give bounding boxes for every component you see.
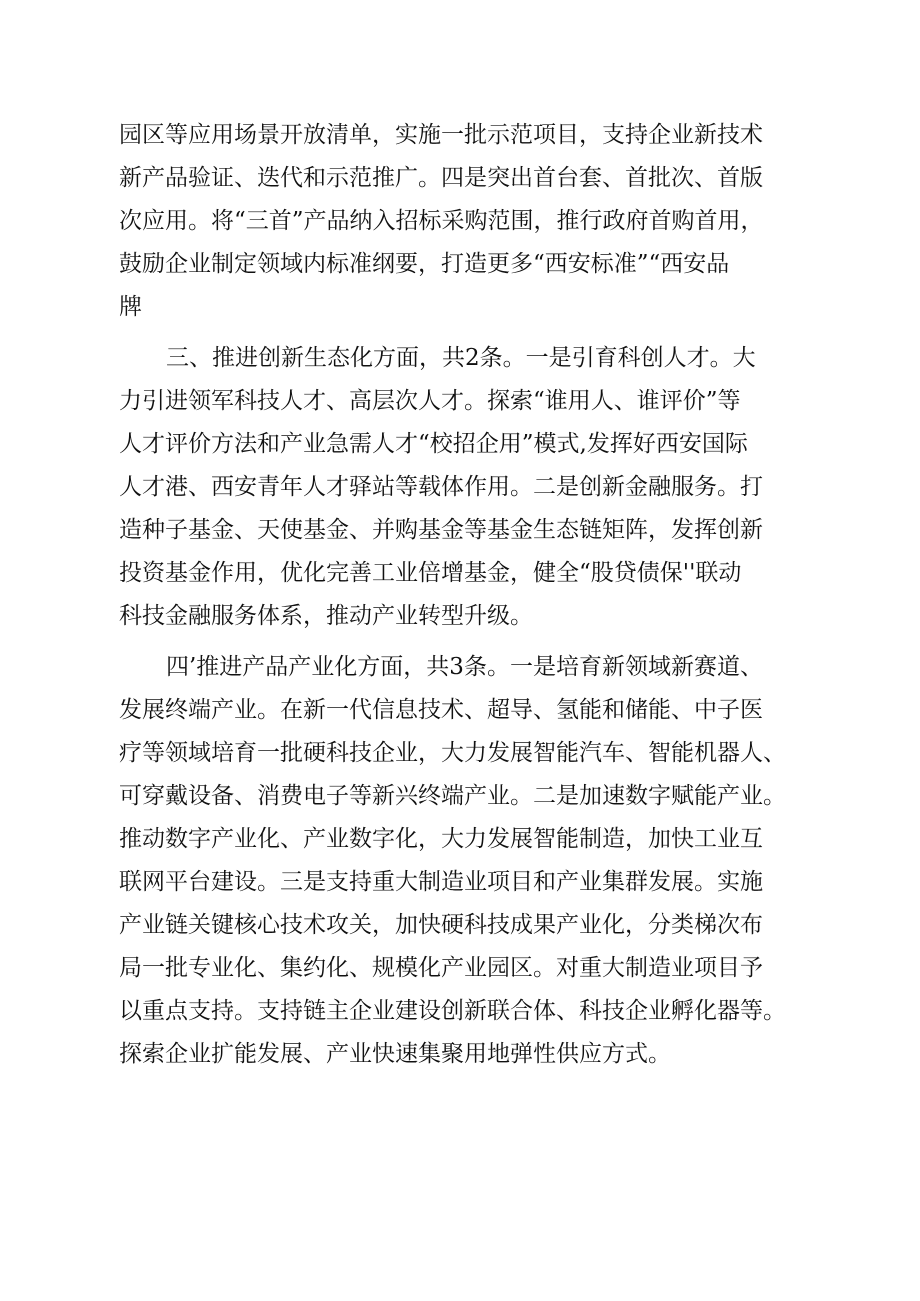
text-line: 牌 <box>119 294 142 320</box>
text-line: 人才评价方法和产业急需人才“校招企用”模式,发挥好西安国际 <box>119 431 748 457</box>
text-line: 推动数字产业化、产业数字化，大力发展智能制造，加快工业互 <box>119 826 763 852</box>
text-line: 投资基金作用，优化完善工业倍增基金，健全“股贷债保''联动 <box>119 560 742 586</box>
text-line: 科技金融服务体系，推动产业转型升级。 <box>119 603 533 629</box>
text-line: 探索企业扩能发展、产业快速集聚用地弹性供应方式。 <box>119 1041 671 1067</box>
text-line: 局一批专业化、集约化、规模化产业园区。对重大制造业项目予 <box>119 955 763 981</box>
text-line: 可穿戴设备、消费电子等新兴终端产业。二是加速数字赋能产业。 <box>119 783 786 809</box>
paragraph-1 <box>119 114 831 329</box>
text-line: 园区等应用场景开放清单，实施一批示范项目，支持企业新技术 <box>119 122 763 148</box>
text-line: 人才港、西安青年人才驿站等载体作用。二是创新金融服务。打 <box>119 474 763 500</box>
paragraph-spacer <box>119 638 831 646</box>
paragraph-2 <box>119 337 831 638</box>
text-line: 力引进领军科技人才、高层次人才。探索“谁用人、谁评价”等 <box>119 388 741 414</box>
text-line: 鼓励企业制定领域内标准纲要，打造更多“西安标准”“西安品 <box>119 251 730 277</box>
text-line: 次应用。将“三首”产品纳入招标采购范围，推行政府首购首用， <box>119 208 764 234</box>
text-line: 四’推进产品产业化方面，共3条。一是培育新领域新赛道、 <box>166 654 763 680</box>
text-line: 联网平台建设。三是支持重大制造业项目和产业集群发展。实施 <box>119 869 763 895</box>
text-line: 疗等领域培育一批硬科技企业，大力发展智能汽车、智能机器人、 <box>119 740 786 766</box>
text-line: 产业链关键核心技术攻关，加快硬科技成果产业化，分类梯次布 <box>119 912 763 938</box>
paragraph-spacer <box>119 329 831 337</box>
text-line: 以重点支持。支持链主企业建设创新联合体、科技企业孵化器等。 <box>119 998 786 1024</box>
text-line: 造种子基金、天使基金、并购基金等基金生态链矩阵，发挥创新 <box>119 517 763 543</box>
text-line: 发展终端产业。在新一代信息技术、超导、氢能和储能、中子医 <box>119 697 763 723</box>
text-line: 三、推进创新生态化方面，共2条。一是引育科创人才。大 <box>166 345 756 371</box>
text-line: 新产品验证、迭代和示范推广。四是突出首台套、首批次、首版 <box>119 165 763 191</box>
paragraph-3 <box>119 646 831 1076</box>
document-body <box>119 114 831 1076</box>
